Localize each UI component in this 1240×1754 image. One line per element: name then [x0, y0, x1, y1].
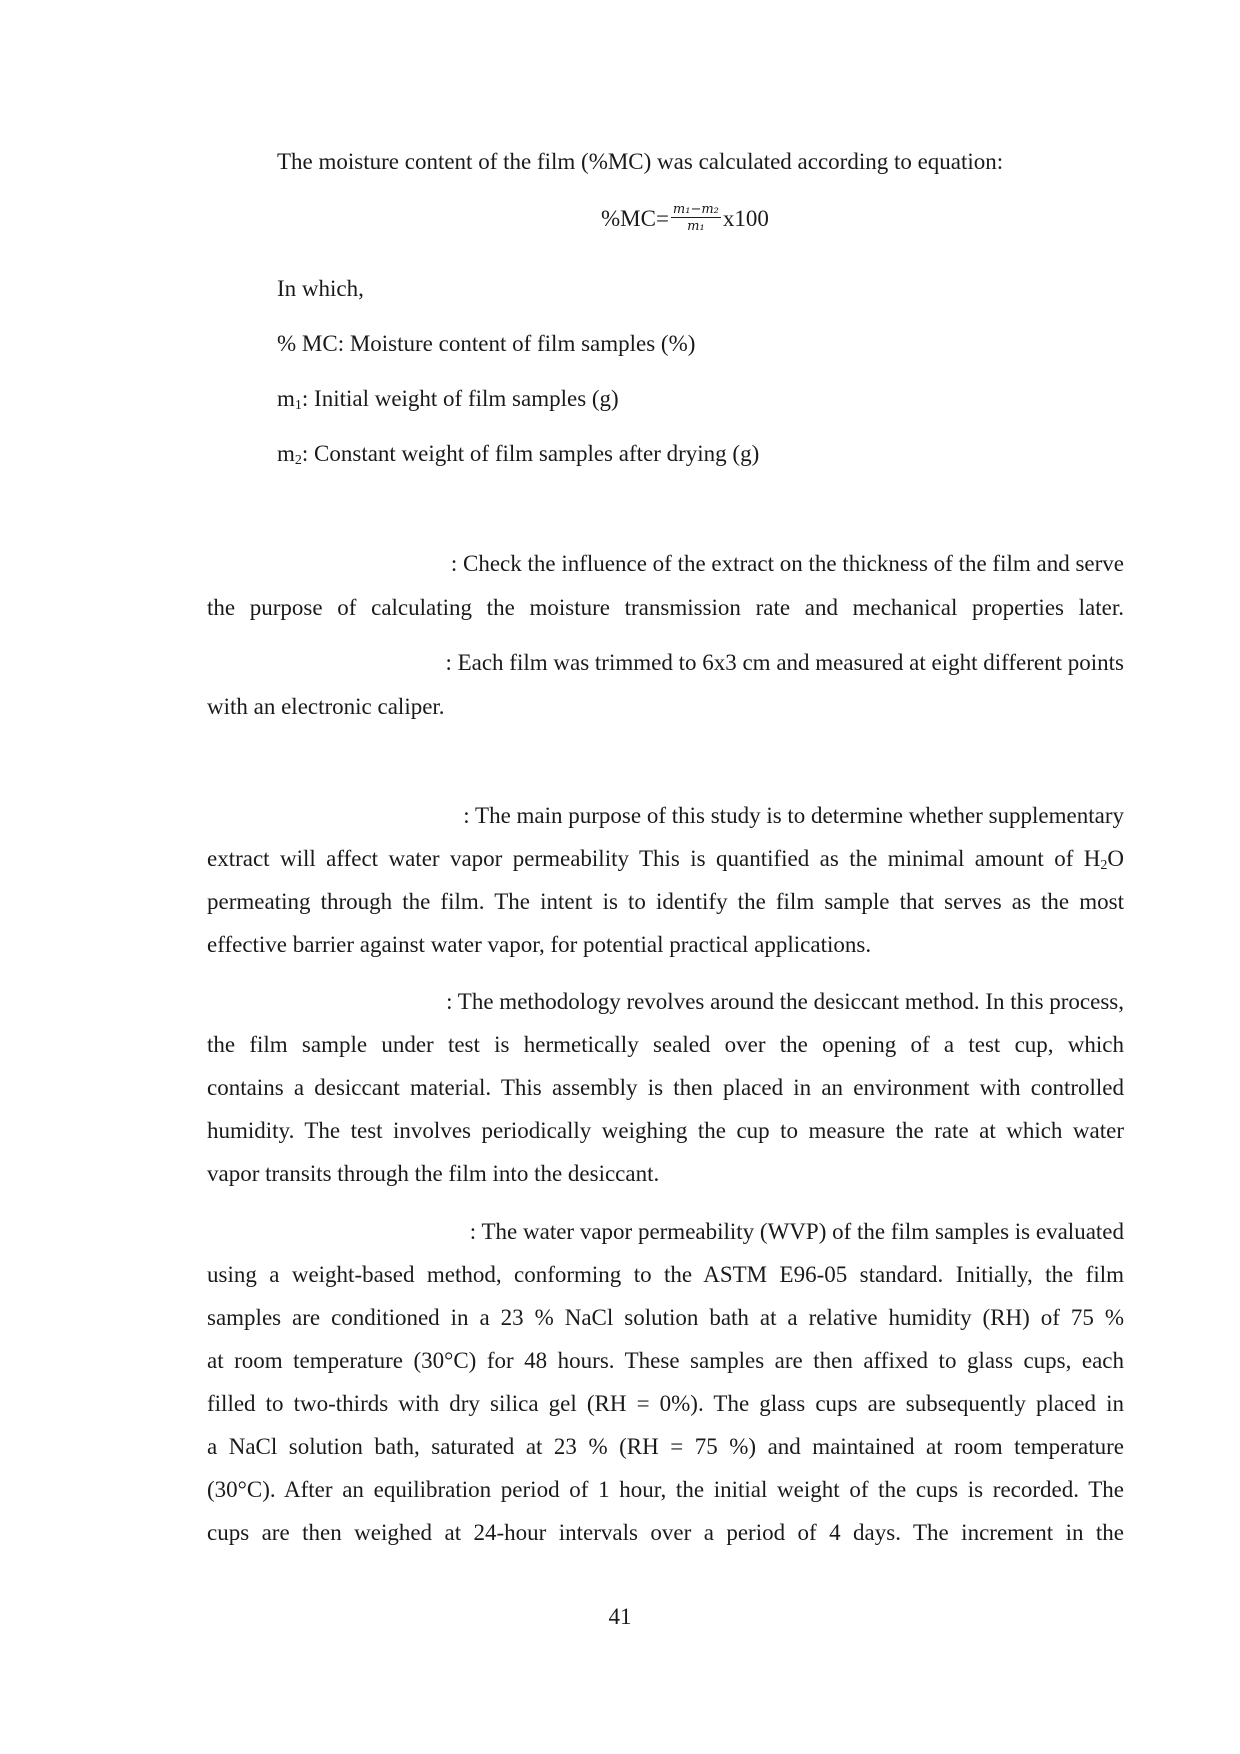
where-label: In which,: [277, 276, 364, 301]
h2o-subscript: 2: [1100, 858, 1108, 873]
wvp-purpose-line3: permeating through the film. The intent is to identify the film sample that serves as the most: [207, 889, 1124, 914]
moisture-equation: [601, 203, 769, 233]
equation-numerator: m₁−m₂: [672, 202, 719, 217]
equation-lhs: %MC=: [601, 205, 669, 231]
wvp-procedure-line4: at room temperature (30°C) for 48 hours. These samples are then affixed to glass cups, each: [207, 1348, 1124, 1373]
wvp-purpose-text: extract will affect water vapor permeability This is quantified as the minimal amount of H: [207, 846, 1101, 871]
definition-symbol: m: [277, 441, 295, 466]
equation-denominator: m₁: [687, 219, 705, 234]
thickness-purpose-line1: : Check the influence of the extract on the thickness of the film and serve: [450, 551, 1124, 576]
wvp-procedure-line7: (30°C). After an equilibration period of 1 hour, the initial weight of the cups is recorded. The: [207, 1477, 1124, 1502]
definition-mc: [277, 332, 695, 355]
intro-text: The moisture content of the film (%MC) was calculated according to equation:: [277, 149, 1004, 174]
wvp-method-line5: vapor transits through the film into the desiccant.: [207, 1161, 660, 1186]
definition-m2: [277, 442, 759, 468]
wvp-procedure-line5: filled to two-thirds with dry silica gel (RH = 0%). The glass cups are subsequently placed in: [207, 1391, 1124, 1416]
wvp-method-line3: contains a desiccant material. This assembly is then placed in an environment with controlled: [207, 1075, 1124, 1100]
wvp-procedure-line6: a NaCl solution bath, saturated at 23 % (RH = 75 %) and maintained at room temperature: [207, 1434, 1124, 1459]
wvp-method-line1: : The methodology revolves around the desiccant method. In this process,: [446, 989, 1124, 1014]
thickness-method-line1: : Each film was trimmed to 6x3 cm and measured at eight different points: [445, 650, 1124, 675]
definition-subscript: 2: [294, 453, 302, 468]
definition-subscript: 1: [294, 398, 302, 413]
wvp-method-line2: the film sample under test is hermetically sealed over the opening of a test cup, which: [207, 1032, 1124, 1057]
definition-m1: [277, 387, 619, 413]
wvp-purpose-text-end: O: [1107, 846, 1124, 871]
definition-text: : Initial weight of film samples (g): [301, 386, 619, 411]
equation-rhs: x100: [722, 205, 769, 231]
wvp-purpose-line4: effective barrier against water vapor, for potential practical applications.: [207, 932, 872, 957]
definition-symbol: % MC: [277, 331, 338, 356]
wvp-purpose-line2: [207, 847, 1124, 873]
wvp-procedure-line2: using a weight-based method, conforming to the ASTM E96-05 standard. Initially, the film: [207, 1262, 1124, 1287]
wvp-procedure-line8: cups are then weighed at 24-hour intervals over a period of 4 days. The increment in the: [207, 1520, 1124, 1545]
equation-fraction: [671, 203, 721, 233]
wvp-procedure-line1: : The water vapor permeability (WVP) of the film samples is evaluated: [469, 1219, 1124, 1244]
wvp-purpose-line1: : The main purpose of this study is to determine whether supplementary: [463, 803, 1124, 828]
thickness-purpose-line2: the purpose of calculating the moisture transmission rate and mechanical properties later.: [207, 595, 1124, 620]
definition-text: : Constant weight of film samples after drying (g): [301, 441, 760, 466]
definition-symbol: m: [277, 386, 295, 411]
wvp-procedure-line3: samples are conditioned in a 23 % NaCl solution bath at a relative humidity (RH) of 75 %: [207, 1305, 1124, 1330]
definition-text: : Moisture content of film samples (%): [337, 331, 696, 356]
thickness-method-line2: with an electronic caliper.: [207, 694, 445, 719]
page-number: 41: [608, 1604, 632, 1629]
wvp-method-line4: humidity. The test involves periodically weighing the cup to measure the rate at which water: [207, 1118, 1124, 1143]
